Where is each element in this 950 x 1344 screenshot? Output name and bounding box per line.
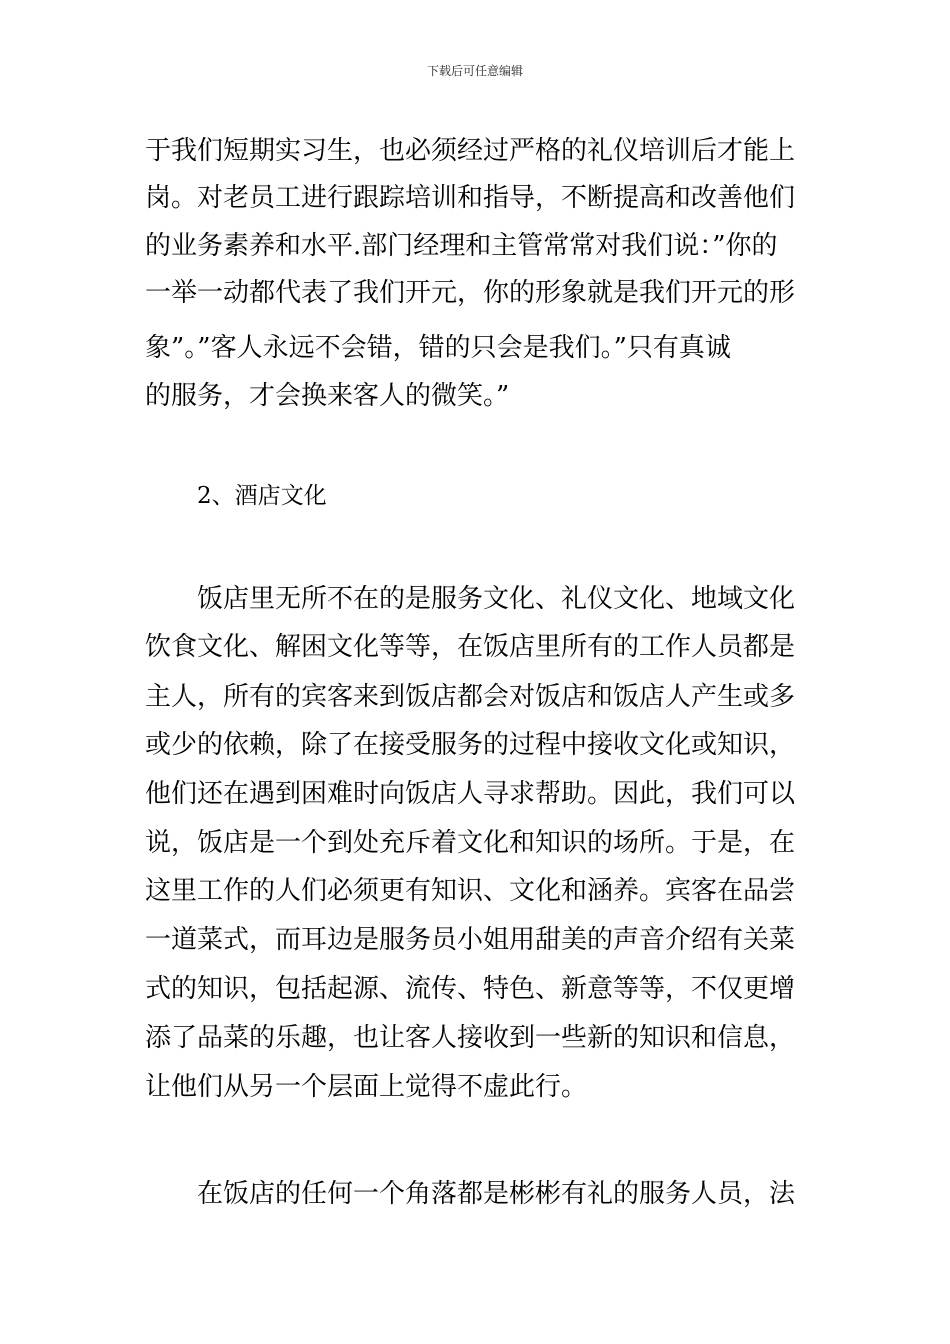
text-line: 在饭店的任何一个角落都是彬彬有礼的服务人员，法 [197,1179,796,1209]
text-line: 饭店里无所不在的是服务文化、礼仪文化、地域文化 [197,584,796,614]
text-line: 主人，所有的宾客来到饭店都会对饭店和饭店人产生或多 [145,682,796,712]
text-line: 一举一动都代表了我们开元，你的形象就是我们开元的形 [145,278,796,308]
page-header: 下载后可任意编辑 [426,64,523,78]
text-line: 式的知识，包括起源、流传、特色、新意等等，不仅更增 [145,974,796,1004]
text-line: 他们还在遇到困难时向饭店人寻求帮助。因此，我们可以 [145,779,796,809]
text-line: 说，饭店是一个到处充斥着文化和知识的场所。于是，在 [145,828,796,858]
text-line: 象”。”客人永远不会错，错的只会是我们。”只有真诚 [145,333,731,363]
text-line: 的业务素养和水平.部门经理和主管常常对我们说：”你的 [145,231,778,261]
text-line: 让他们从另一个层面上觉得不虚此行。 [145,1072,588,1102]
text-line: 一道菜式，而耳边是服务员小姐用甜美的声音介绍有关菜 [145,925,796,955]
text-line: 这里工作的人们必须更有知识、文化和涵养。宾客在品尝 [145,876,796,906]
text-line: 于我们短期实习生，也必须经过严格的礼仪培训后才能上 [145,136,796,166]
text-line: 添了品菜的乐趣，也让客人接收到一些新的知识和信息， [145,1023,796,1053]
section-heading-text: 2、酒店文化 [197,483,327,509]
text-line: 或少的依赖，除了在接受服务的过程中接收文化或知识， [145,730,796,760]
text-line: 饮食文化、解困文化等等，在饭店里所有的工作人员都是 [145,632,796,662]
text-line: 的服务，才会换来客人的微笑。” [145,381,510,411]
text-line: 岗。对老员工进行跟踪培训和指导，不断提高和改善他们 [145,183,796,213]
